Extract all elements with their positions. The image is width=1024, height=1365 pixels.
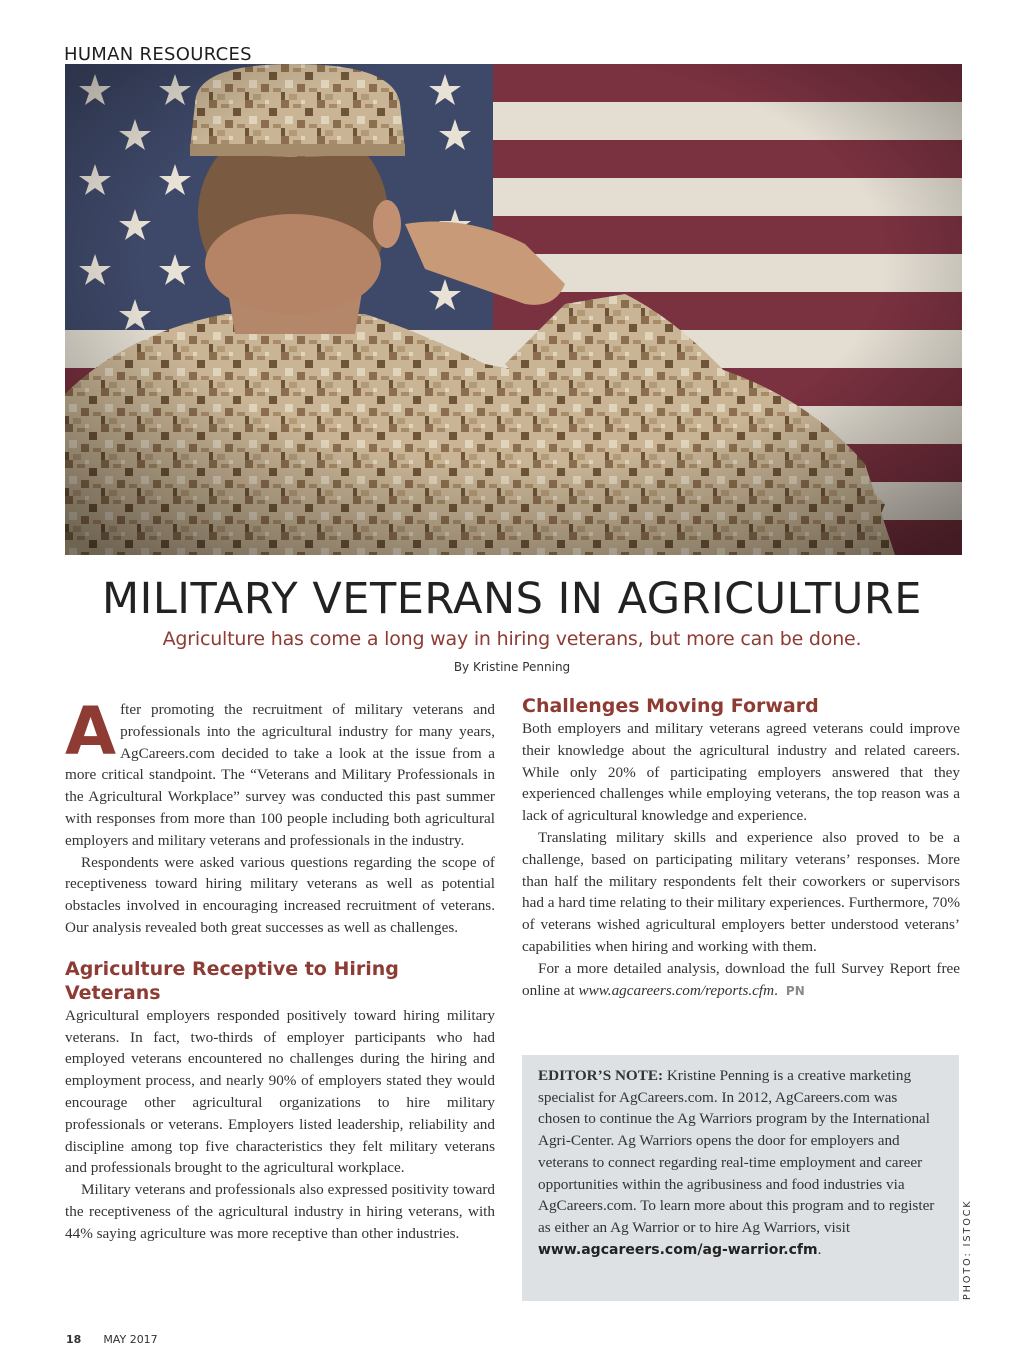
end-mark: PN xyxy=(785,983,805,998)
subhead-challenges: Challenges Moving Forward xyxy=(522,695,819,717)
ag-warrior-link[interactable]: www.agcareers.com/ag-warrior.cfm xyxy=(538,1241,818,1258)
article-paragraph: Agricultural employers responded positively toward hiring military veterans. In fact, two-thirds of employer participants who had employed veterans encountered no challenges during the hiring and employment process, and nearly 90% of employers stated they would encourage other agricultural organizations to hire military professionals or veterans. Employers listed leadership, reliability and discipline among top five characteristics they felt military veterans and professionals brought to the agricultural workplace. xyxy=(65,1006,495,1177)
editor-note-label: EDITOR’S NOTE: xyxy=(538,1067,664,1084)
hero-photo xyxy=(65,64,962,555)
drop-cap: A xyxy=(65,693,117,770)
paragraph-text: For a more detailed analysis, download the full Survey Report free online at xyxy=(522,959,960,999)
deck-subtitle: Agriculture has come a long way in hiring veterans, but more can be done. xyxy=(162,628,862,650)
article-paragraph: Respondents were asked various questions regarding the scope of receptiveness toward hiring military veterans as well as potential obstacles involved in encouraging increased recruitment of veterans. Our analysis revealed both great successes as well as challenges. xyxy=(65,853,495,936)
survey-report-link[interactable]: www.agcareers.com/reports.cfm xyxy=(578,981,775,999)
article-paragraph: Military veterans and professionals also expressed positivity toward the receptiveness of the agricultural industry in hiring veterans, with 44% saying agriculture was more receptive than other industries. xyxy=(65,1181,495,1242)
page-footer xyxy=(66,1333,158,1346)
issue-date: MAY 2017 xyxy=(103,1333,158,1346)
editor-note-text: Kristine Penning is a creative marketing specialist for AgCareers.com. In 2012, AgCareers.com was chosen to continue the Ag Warriors program by the International Agri-Center. Ag Warriors opens the door for employers and veterans to connect regarding real-time employment and career opportunities within the agribusiness and food industries via AgCareers.com. To learn more about this program and to register as either an Ag Warrior or to hire Ag Warriors, visit xyxy=(538,1067,935,1236)
subhead-receptive: Agriculture Receptive to Hiring Veterans xyxy=(65,957,399,1004)
byline: By Kristine Penning xyxy=(453,660,571,674)
page-number: 18 xyxy=(66,1333,82,1346)
paragraph-text: fter promoting the recruitment of military veterans and professionals into the agricultural industry for many years, AgCareers.com decided to take a look at the issue from a more critical standpoint. The “Veterans and Military Professionals in the Agricultural Workplace” survey was conducted this past summer with responses from more than 100 people including both agricultural employers and military veterans and professionals in the industry. xyxy=(65,701,495,849)
article-paragraph xyxy=(522,958,960,1003)
saluting-soldier-flag-image xyxy=(65,64,962,555)
paragraph-text: . xyxy=(774,981,778,999)
photo-credit: PHOTO: ISTOCK xyxy=(962,1199,973,1300)
section-label: HUMAN RESOURCES xyxy=(64,44,252,65)
editor-note-end: . xyxy=(817,1240,822,1258)
article-paragraph: Translating military skills and experience also proved to be a challenge, based on participating military veterans’ responses. More than half the military respondents felt their coworkers or supervisors had a hard time relating to their military experiences. Furthermore, 70% of veterans wished agricultural employers better understood veterans’ capabilities when hiring and working with them. xyxy=(522,828,960,955)
headline: MILITARY VETERANS IN AGRICULTURE xyxy=(102,574,922,624)
article-paragraph: Both employers and military veterans agreed veterans could improve their knowledge about the agricultural industry and related careers. While only 20% of participating employers answered that they experienced challenges while employing veterans, the top reason was a lack of agricultural knowledge and experience. xyxy=(522,720,960,825)
article-column-left xyxy=(65,693,495,1245)
editor-note-box xyxy=(522,1055,959,1301)
article-paragraph xyxy=(65,693,495,852)
article-column-right xyxy=(522,694,960,1002)
